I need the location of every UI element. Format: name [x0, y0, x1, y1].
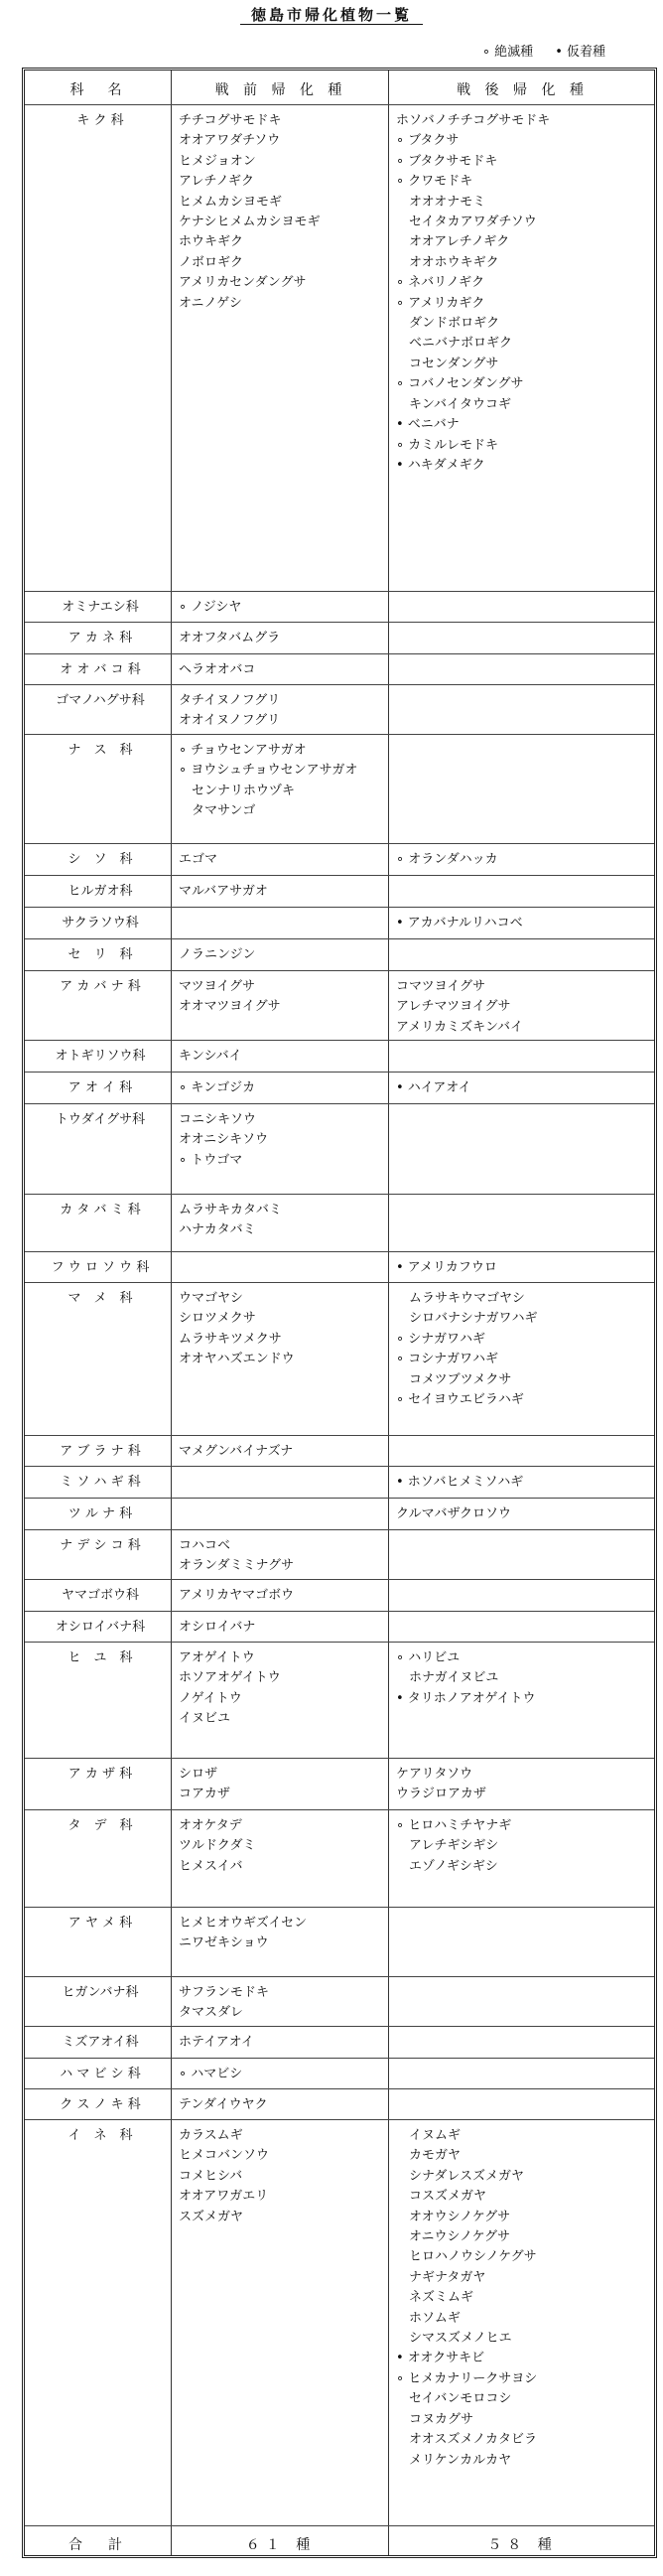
totals-prewar: ６１ 種	[245, 2537, 317, 2553]
family-cell: ナ デ シ コ 科	[60, 1538, 141, 1553]
family-cell: カ タ バ ミ 科	[60, 1203, 141, 1217]
table-row	[25, 653, 654, 684]
family-cell: イ ネ 科	[67, 2128, 133, 2143]
prewar-cell: エゴマ	[179, 852, 218, 867]
prewar-cell: ノラニンジン	[179, 947, 256, 962]
prewar-cell: コニシキソウ オオニシキソウ ∘ トウゴマ	[179, 1112, 269, 1168]
page-title: 徳島市帰化植物一覧	[250, 6, 412, 24]
table-row	[25, 684, 654, 734]
family-cell: サクラソウ科	[62, 916, 139, 930]
table-row	[25, 2026, 654, 2058]
postwar-cell: ∘ オランダハッカ	[396, 852, 498, 867]
family-cell: オトギリソウ科	[55, 1049, 146, 1064]
prewar-cell: ヘラオオバコ	[179, 662, 256, 677]
family-cell: ヤマゴボウ科	[61, 1588, 139, 1603]
postwar-cell: クルマバザクロソウ	[396, 1506, 511, 1521]
family-cell: ヒガンバナ科	[62, 1985, 139, 2000]
legend	[461, 41, 605, 60]
prewar-cell: アメリカヤマゴボウ	[179, 1588, 295, 1603]
table-row	[25, 970, 654, 1040]
family-cell: ア オ イ 科	[67, 1080, 133, 1095]
prewar-cell: ムラサキカタバミ ハナカタバミ	[179, 1203, 282, 1238]
table-row	[25, 1072, 654, 1103]
postwar-cell: イヌムギ カモガヤ シナダレスズメガヤ コスズメガヤ オオウシノケグサ オニウシノケグサ ヒロハノウシノケグサ ナギナタガヤ ネズミムギ ホソムギ シマスズメノヒエ • オオクサキビ ∘ ヒメカナリークサヨシ セイバンモロコシ コヌカグサ オオスズメノカタビラ メリケンカルカヤ	[396, 2128, 538, 2468]
family-cell: ミ ソ ハ ギ 科	[60, 1475, 141, 1490]
prewar-cell: テンダイウヤク	[179, 2097, 268, 2112]
family-cell: ミズアオイ科	[62, 2035, 139, 2050]
prewar-cell: オオフタバムグラ	[179, 631, 281, 645]
family-cell: マ メ 科	[67, 1291, 133, 1306]
postwar-cell: ∘ ハリビユ ホナガイヌビユ • タリホノアオゲイトウ	[396, 1650, 536, 1706]
table-row	[25, 1282, 654, 1435]
family-cell: ア ブ ラ ナ 科	[60, 1444, 141, 1459]
prewar-cell: ホテイアオイ	[179, 2035, 254, 2050]
family-cell: オミナエシ科	[62, 600, 139, 615]
prewar-cell: チチコグサモドキ オオアワダチソウ ヒメジョオン アレチノギク ヒメムカシヨモギ ケナシヒメムカシヨモギ ホウキギク ノボロギク アメリカセンダングサ オニノゲシ	[179, 113, 321, 311]
table-row	[25, 1642, 654, 1758]
prewar-cell: マメグンバイナズナ	[179, 1444, 294, 1459]
prewar-cell: コハコベ オランダミミナグサ	[179, 1538, 294, 1574]
family-cell: ツ ル ナ 科	[67, 1506, 133, 1521]
family-cell: オシロイバナ科	[55, 1620, 146, 1635]
table-row	[25, 2119, 654, 2525]
family-cell: シ ソ 科	[67, 852, 133, 867]
postwar-cell: • アカバナルリハコベ	[396, 916, 523, 930]
table-row	[25, 104, 654, 591]
header-family: 科 名	[69, 82, 127, 98]
table-row	[25, 1611, 654, 1642]
table-row	[25, 907, 654, 938]
family-cell: ハ マ ビ シ 科	[60, 2067, 141, 2081]
family-cell: タ デ 科	[67, 1818, 133, 1833]
table-row	[25, 1529, 654, 1579]
plant-table	[22, 68, 657, 2558]
table-row	[25, 1435, 654, 1466]
prewar-cell: ∘ キンゴジカ	[179, 1080, 256, 1095]
table-row	[25, 2058, 654, 2088]
prewar-cell: タチイヌノフグリ オオイヌノフグリ	[179, 693, 281, 729]
header-prewar: 戦 前 帰 化 種	[214, 82, 347, 98]
family-cell: ク ス ノ キ 科	[60, 2097, 141, 2112]
prewar-cell: ウマゴヤシ シロツメクサ ムラサキツメクサ オオヤハズエンドウ	[179, 1291, 295, 1367]
table-row	[25, 1194, 654, 1251]
postwar-cell: • ホソバヒメミソハギ	[396, 1475, 524, 1490]
table-row	[25, 843, 654, 875]
table-row	[25, 875, 654, 907]
family-cell: キ ク 科	[76, 113, 124, 128]
postwar-cell: ホソバノチチコグサモドキ ∘ ブタクサ ∘ ブタクサモドキ ∘ クワモドキ オオオナモミ セイタカアワダチソウ オオアレチノギク オオホウキギク ∘ ネバリノギク ∘ アメリカギク ダンドボロギク ベニバナボロギク コセンダングサ ∘ コバノセンダングサ キンバイタウコギ • ベニバナ ∘ カミルレモドキ • ハキダメギク	[396, 113, 551, 473]
table-row	[25, 591, 654, 622]
postwar-cell: • ハイアオイ	[396, 1080, 471, 1095]
table-row	[25, 1976, 654, 2026]
prewar-cell: ∘ ハマビシ	[179, 2067, 243, 2081]
header-postwar: 戦 後 帰 化 種	[457, 82, 589, 98]
family-cell: セ リ 科	[67, 947, 133, 962]
prewar-cell: マツヨイグサ オオマツヨイグサ	[179, 979, 281, 1015]
prewar-cell: キンシバイ	[179, 1049, 242, 1064]
table-row	[25, 1907, 654, 1976]
prewar-cell: マルバアサガオ	[179, 884, 268, 899]
totals-label: 合 計	[68, 2537, 128, 2553]
prewar-cell: シロザ コアカザ	[179, 1767, 230, 1802]
legend-tentative: • 仮着種	[555, 45, 605, 60]
table-row	[25, 1809, 654, 1907]
table-row	[25, 1251, 654, 1282]
family-cell: ア カ ザ 科	[67, 1767, 133, 1782]
postwar-cell: ケアリタソウ ウラジロアカザ	[396, 1767, 486, 1802]
table-row	[25, 2088, 654, 2119]
family-cell: ア カ バ ナ 科	[60, 979, 141, 994]
family-cell: ア カ ネ 科	[67, 631, 133, 645]
table-row	[25, 1498, 654, 1529]
table-row	[25, 1579, 654, 1611]
totals-postwar: ５８ 種	[487, 2537, 558, 2553]
title-underline	[240, 24, 423, 25]
postwar-cell: コマツヨイグサ アレチマツヨイグサ アメリカミズキンバイ	[396, 979, 524, 1035]
prewar-cell: サフランモドキ タマスダレ	[179, 1985, 270, 2021]
family-cell: フ ウ ロ ソ ウ 科	[51, 1260, 150, 1275]
table-row	[25, 1103, 654, 1194]
prewar-cell: ∘ ノジシヤ	[179, 600, 242, 615]
postwar-cell: • アメリカフウロ	[396, 1260, 497, 1275]
family-cell: ゴマノハグサ科	[56, 693, 145, 708]
family-cell: ナ ス 科	[67, 743, 133, 758]
table-row	[25, 734, 654, 843]
family-cell: トウダイグサ科	[55, 1112, 146, 1127]
prewar-cell: ∘ チョウセンアサガオ ∘ ヨウシュチョウセンアサガオ センナリホウヅキ タマサンゴ	[179, 743, 358, 819]
family-cell: ア ヤ メ 科	[67, 1916, 133, 1931]
prewar-cell: オオケタデ ツルドクダミ ヒメスイバ	[179, 1818, 256, 1874]
postwar-cell: ムラサキウマゴヤシ シロバナシナガワハギ ∘ シナガワハギ ∘ コシナガワハギ コメツブツメクサ ∘ セイヨウエビラハギ	[396, 1291, 538, 1408]
family-cell: ヒルガオ科	[67, 884, 133, 899]
legend-extinct: ∘ 絶滅種	[481, 45, 534, 60]
table-row	[25, 938, 654, 970]
postwar-cell: ∘ ヒロハミチヤナギ アレチギシギシ エゾノギシギシ	[396, 1818, 512, 1874]
prewar-cell: アオゲイトウ ホソアオゲイトウ ノゲイトウ イヌビユ	[179, 1650, 281, 1727]
prewar-cell: ヒメヒオウギズイセン ニワゼキショウ	[179, 1916, 308, 1951]
totals-row	[25, 2525, 654, 2558]
table-row	[25, 1040, 654, 1072]
table-row	[25, 622, 654, 653]
table-row	[25, 1758, 654, 1809]
prewar-cell: カラスムギ ヒメコバンソウ コメヒシバ オオアワガエリ スズメガヤ	[179, 2128, 270, 2224]
table-row	[25, 1466, 654, 1498]
prewar-cell: オシロイバナ	[179, 1620, 256, 1635]
family-cell: ヒ ユ 科	[67, 1650, 133, 1665]
family-cell: オ オ バ コ 科	[60, 662, 141, 677]
